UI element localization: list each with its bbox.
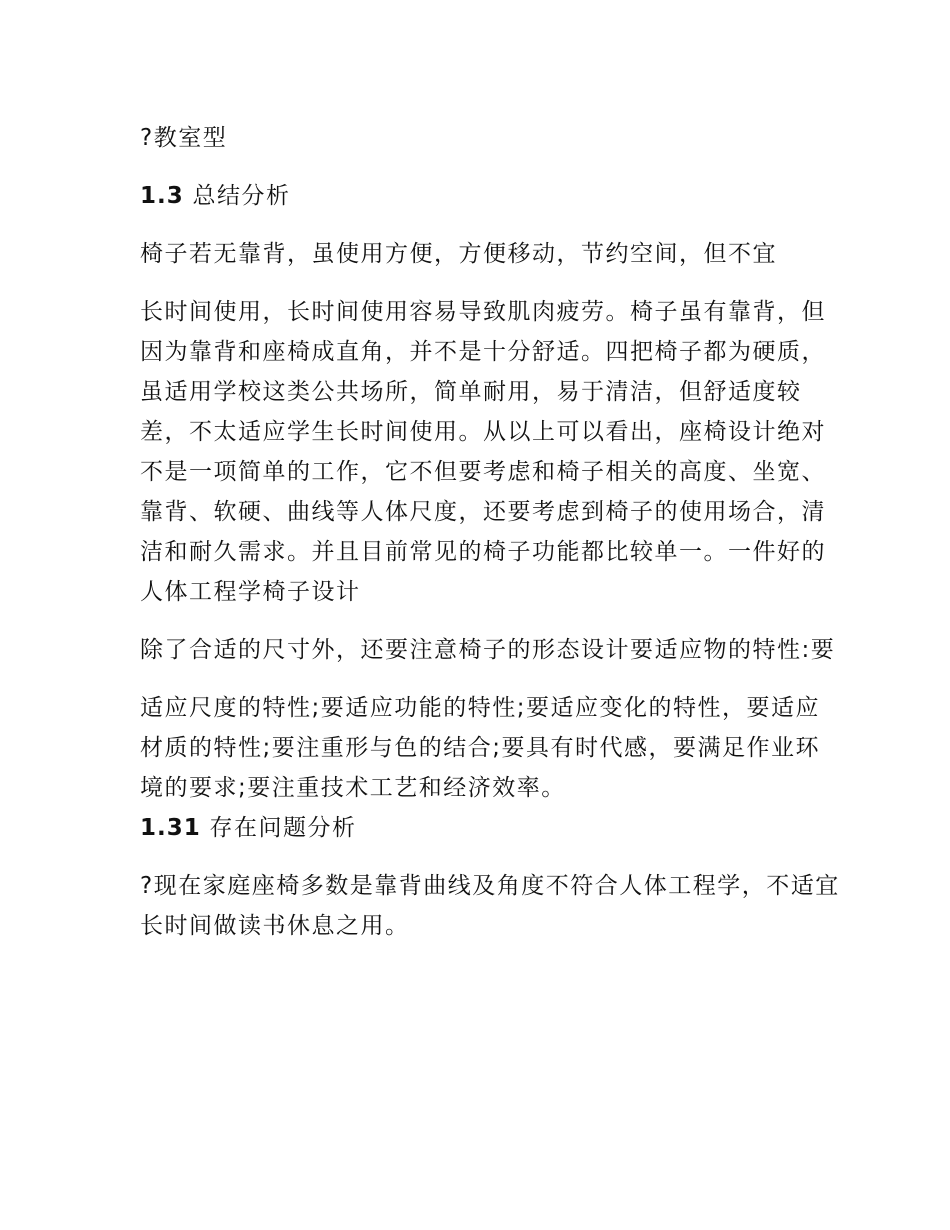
document-page [140,118,840,946]
section-title: 总结分析 [183,183,291,209]
paragraph-classroom-type: ?教室型 [140,125,228,151]
paragraph-form-design: 除了合适的尺寸外，还要注意椅子的形态设计要适应物的特性:要 [140,637,836,663]
section-number: 1.31 [140,815,201,841]
paragraph-analysis: 长时间使用，长时间使用容易导致肌肉疲劳。椅子虽有靠背，但因为靠背和座椅成直角，并不是十分舒适。四把椅子都为硬质，虽适用学校这类公共场所，简单耐用，易于清洁，但舒适度较差，不太适应学生长时间使用。从以上可以看出，座椅设计绝对不是一项简单的工作，它不但要考虑和椅子相关的高度、坐宽、靠背、软硬、曲线等人体尺度，还要考虑到椅子的使用场合，清洁和耐久需求。并且目前常见的椅子功能都比较单一。一件好的人体工程学椅子设计 [140,299,826,605]
section-heading-1-3 [140,176,840,216]
section-title: 存在问题分析 [200,815,357,841]
section-heading-1-31 [140,808,840,848]
section-number: 1.3 [140,183,184,209]
paragraph-no-backrest: 椅子若无靠背，虽使用方便，方便移动，节约空间，但不宜 [140,241,777,267]
paragraph-adapt-properties: 适应尺度的特性;要适应功能的特性;要适应变化的特性，要适应材质的特性;要注重形与色的结合;要具有时代感，要满足作业环境的要求;要注重技术工艺和经济效率。 [140,695,820,801]
paragraph-problems: ?现在家庭座椅多数是靠背曲线及角度不符合人体工程学，不适宜长时间做读书休息之用。 [140,873,840,939]
